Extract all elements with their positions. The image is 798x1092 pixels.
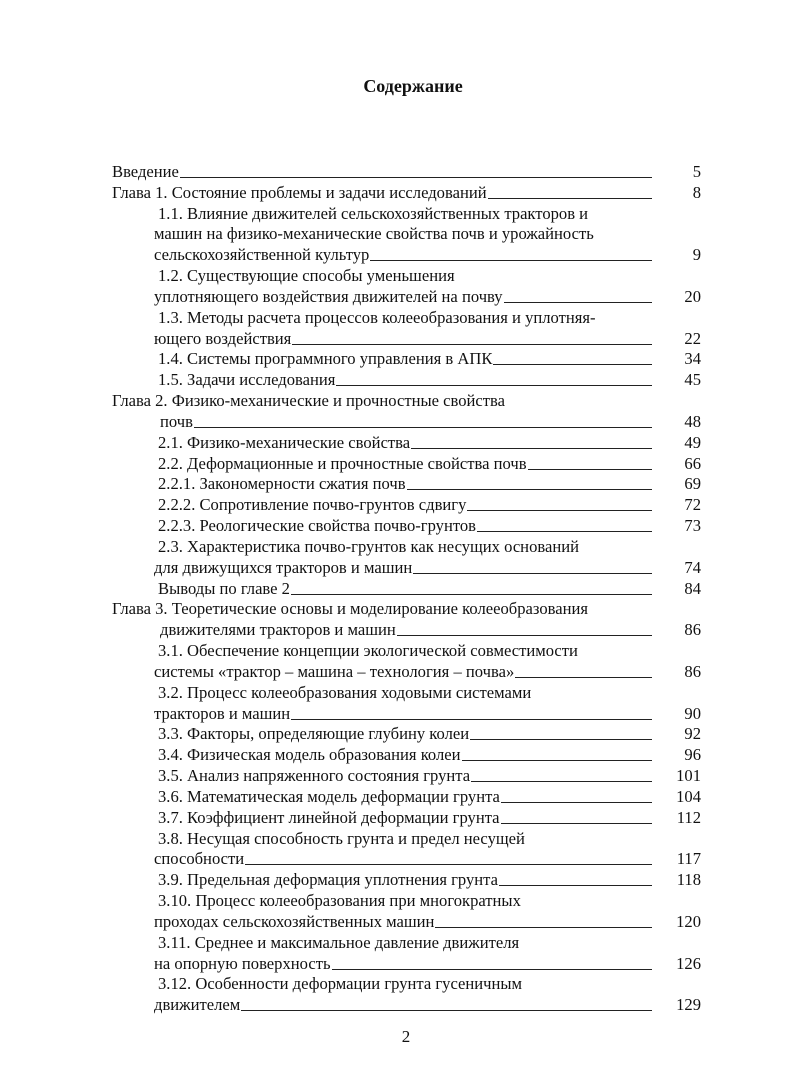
toc-entry-text: на опорную поверхность <box>154 953 331 973</box>
leader-line <box>501 823 652 824</box>
toc-entry-text: Глава 1. Состояние проблемы и задачи исследований <box>112 182 487 202</box>
toc-page-number: 129 <box>676 995 701 1015</box>
toc-entry-text: сельскохозяйственной культур <box>154 245 370 265</box>
toc-entry-text: уплотняющего воздействия движителей на почву <box>154 286 503 306</box>
leader-line <box>501 802 652 803</box>
toc-entry-text: 3.5. Анализ напряженного состояния грунта <box>158 766 471 786</box>
toc-entry-text: 3.4. Физическая модель образования колеи <box>158 745 461 765</box>
toc-entry-line <box>158 743 652 764</box>
toc-entry-text: Глава 2. Физико-механические и прочностные свойства <box>112 391 506 411</box>
toc-entry-text: Выводы по главе 2 <box>158 578 290 598</box>
toc-entry-text: 1.5. Задачи исследования <box>158 370 336 390</box>
leader-line <box>194 427 652 428</box>
toc-page-number: 9 <box>692 245 701 265</box>
toc-entry-line <box>158 681 531 702</box>
leader-line <box>493 364 652 365</box>
toc-entry-text: 3.1. Обеспечение концепции экологической совместимости <box>158 641 578 661</box>
leader-line <box>471 781 652 782</box>
toc-page-number: 20 <box>684 286 701 306</box>
toc-page-number: 92 <box>684 724 701 744</box>
toc-entry-line <box>154 285 652 306</box>
toc-entry-text: машин на физико-механические свойства почв и урожайность <box>154 224 594 244</box>
leader-line <box>528 469 652 470</box>
leader-line <box>291 719 652 720</box>
toc-entry-text: 2.2.3. Реологические свойства почво-грунтов <box>158 516 477 536</box>
toc-entry-line <box>158 535 579 556</box>
toc-entry-text: проходах сельскохозяйственных машин <box>154 911 435 931</box>
toc-entry-line <box>158 431 652 452</box>
leader-line <box>515 677 652 678</box>
toc-entry-line <box>160 618 652 639</box>
toc-page-number: 112 <box>676 807 701 827</box>
leader-line <box>411 448 652 449</box>
toc-entry-line <box>154 993 652 1014</box>
toc-page-number: 8 <box>692 182 701 202</box>
leader-line <box>332 969 652 970</box>
toc-entry-line <box>112 389 505 410</box>
toc-entry-text: 2.2.1. Закономерности сжатия почв <box>158 474 406 494</box>
page-number: 2 <box>401 1027 411 1046</box>
toc-entry-text: 3.12. Особенности деформации грунта гусеничным <box>158 974 523 994</box>
leader-line <box>407 489 652 490</box>
toc-entry-line <box>160 410 652 431</box>
toc-entry-line <box>158 202 588 223</box>
leader-line <box>467 510 652 511</box>
leader-line <box>180 177 652 178</box>
leader-line <box>241 1010 652 1011</box>
toc-entry-line <box>158 931 519 952</box>
leader-line <box>488 198 652 199</box>
toc-entry-line <box>158 764 652 785</box>
toc-page-number: 74 <box>684 557 701 577</box>
toc-page-number: 22 <box>684 328 701 348</box>
toc-entry-line <box>154 222 594 243</box>
toc-page-number: 69 <box>684 474 701 494</box>
toc-entry-text: 3.7. Коэффициент линейной деформации грунта <box>158 807 500 827</box>
toc-entry-line <box>154 327 652 348</box>
toc-entry-line <box>158 785 652 806</box>
toc-entry-line <box>158 368 652 389</box>
toc-entry-line <box>158 868 652 889</box>
toc-entry-text: ющего воздействия <box>154 328 292 348</box>
toc-page-number: 126 <box>676 953 701 973</box>
toc-page-number: 101 <box>676 766 701 786</box>
leader-line <box>397 635 652 636</box>
toc-entry-line <box>158 264 455 285</box>
toc-page-number: 72 <box>684 495 701 515</box>
toc-page-number: 90 <box>684 703 701 723</box>
toc-page-number: 48 <box>684 411 701 431</box>
toc-entry-line <box>158 722 652 743</box>
toc-entry-line <box>112 597 588 618</box>
toc-entry-line <box>158 827 525 848</box>
leader-line <box>292 344 652 345</box>
toc-entry-line <box>158 472 652 493</box>
toc-entry-line <box>154 243 652 264</box>
toc-page-number: 104 <box>676 786 701 806</box>
toc-entry-text: 2.2.2. Сопротивление почво-грунтов сдвигу <box>158 495 467 515</box>
toc-page-number: 117 <box>676 849 701 869</box>
toc-entry-text: 2.1. Физико-механические свойства <box>158 432 411 452</box>
toc-entry-line <box>154 952 652 973</box>
toc-entry-text: 3.6. Математическая модель деформации грунта <box>158 786 500 806</box>
toc-entry-text: 2.2. Деформационные и прочностные свойства почв <box>158 453 527 473</box>
toc-entry-text: способности <box>154 849 245 869</box>
toc-page-number: 86 <box>684 661 701 681</box>
toc-entry-line <box>154 556 652 577</box>
toc-entry-text: 3.3. Факторы, определяющие глубину колеи <box>158 724 470 744</box>
toc-entry-line <box>158 577 652 598</box>
toc-entry-text: почв <box>160 411 193 431</box>
toc-entry-line <box>158 806 652 827</box>
leader-line <box>245 864 652 865</box>
toc-page-number: 118 <box>676 870 701 890</box>
toc-entry-line <box>158 306 596 327</box>
leader-line <box>499 885 652 886</box>
toc-page-number: 34 <box>684 349 701 369</box>
toc-page-number: 45 <box>684 370 701 390</box>
toc-entry-line <box>154 910 652 931</box>
toc-entry-line <box>158 452 652 473</box>
toc-entry-text: 1.3. Методы расчета процессов колееобразования и уплотняя- <box>158 307 596 327</box>
toc-page-number: 66 <box>684 453 701 473</box>
toc-entry-line <box>154 702 652 723</box>
toc-entry-line <box>158 972 522 993</box>
toc-entry-text: движителем <box>154 995 241 1015</box>
leader-line <box>462 760 652 761</box>
toc-entry-line <box>112 160 652 181</box>
toc-entry-line <box>158 639 578 660</box>
toc-entry-text: 3.10. Процесс колееобразования при многократных <box>158 891 521 911</box>
toc-entry-text: 3.11. Среднее и максимальное давление движителя <box>158 932 520 952</box>
toc-entry-text: тракторов и машин <box>154 703 291 723</box>
leader-line <box>370 260 652 261</box>
toc-entry-text: 3.2. Процесс колееобразования ходовыми системами <box>158 682 532 702</box>
toc-entry-line <box>158 514 652 535</box>
toc-page-number: 49 <box>684 432 701 452</box>
toc-page-number: 84 <box>684 578 701 598</box>
toc-page-number: 96 <box>684 745 701 765</box>
toc-entry-text: 1.4. Системы программного управления в АПК <box>158 349 493 369</box>
toc-entry-text: 3.9. Предельная деформация уплотнения грунта <box>158 870 499 890</box>
toc-page-number: 86 <box>684 620 701 640</box>
toc-entry-text: системы «трактор – машина – технология – почва» <box>154 661 515 681</box>
toc-entry-line <box>154 847 652 868</box>
toc-entry-text: для движущихся тракторов и машин <box>154 557 413 577</box>
toc-entry-line <box>158 493 652 514</box>
toc-page-number: 73 <box>684 516 701 536</box>
toc-entry-line <box>158 889 521 910</box>
leader-line <box>336 385 652 386</box>
toc-entry-text: 1.2. Существующие способы уменьшения <box>158 266 455 286</box>
page-title: Содержание <box>363 76 463 96</box>
toc-entry-text: 1.1. Влияние движителей сельскохозяйственных тракторов и <box>158 203 589 223</box>
toc-entry-text: Введение <box>112 162 179 181</box>
leader-line <box>477 531 652 532</box>
leader-line <box>435 927 652 928</box>
toc-page-number: 5 <box>692 162 701 181</box>
toc-entry-line <box>158 347 652 368</box>
toc-entry-text: 3.8. Несущая способность грунта и предел несущей <box>158 828 525 848</box>
toc-entry-line <box>154 660 652 681</box>
toc-entry-line <box>112 181 652 202</box>
leader-line <box>291 594 652 595</box>
toc-page-number: 120 <box>676 911 701 931</box>
toc-entry-text: движителями тракторов и машин <box>160 620 396 640</box>
leader-line <box>504 302 652 303</box>
leader-line <box>413 573 652 574</box>
leader-line <box>470 739 652 740</box>
toc-entry-text: 2.3. Характеристика почво-грунтов как несущих оснований <box>158 536 579 556</box>
toc-entry-text: Глава 3. Теоретические основы и моделирование колееобразования <box>112 599 589 619</box>
